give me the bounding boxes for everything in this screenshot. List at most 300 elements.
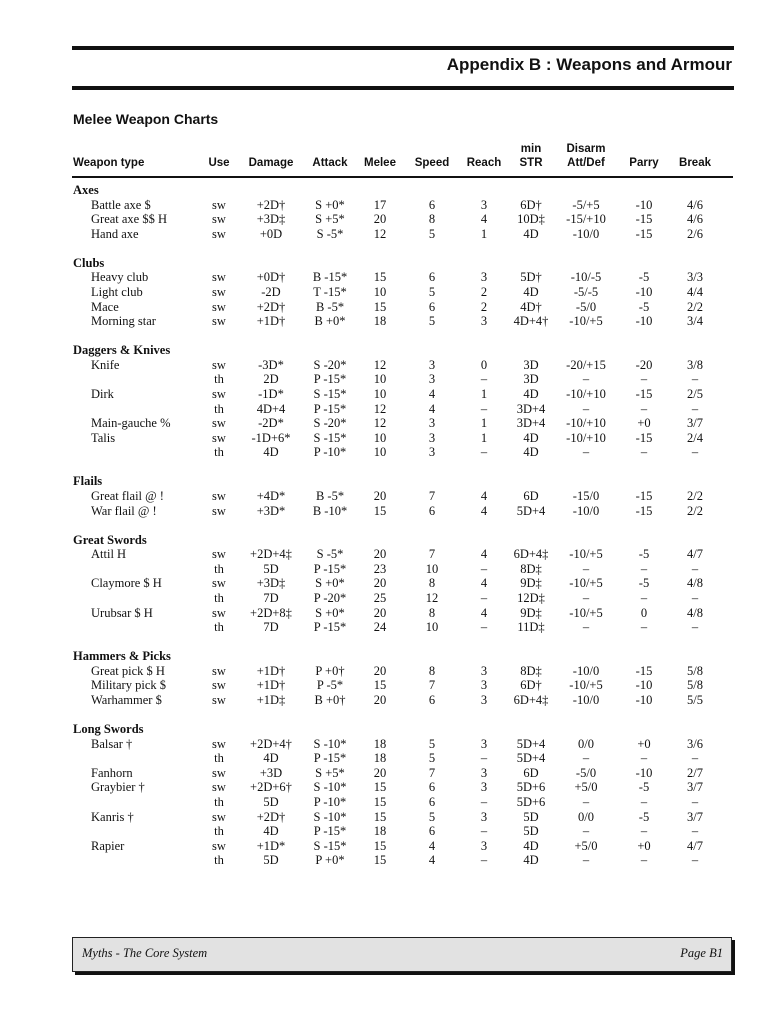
cell-break: 5/8 <box>687 678 703 693</box>
cell-melee: 18 <box>373 314 387 329</box>
cell-disarm: -10/0 <box>572 663 600 678</box>
cell-parry: -10 <box>635 678 653 693</box>
cell-min-str: 5D+4 <box>516 751 546 766</box>
cell-attack: T -15* <box>313 285 347 299</box>
cell-use: sw <box>212 314 226 329</box>
cell-attack: S -15* <box>313 387 347 401</box>
cell-melee: 18 <box>373 824 387 839</box>
cell-attack: S -20* <box>313 357 347 372</box>
cell-use: sw <box>212 387 226 401</box>
cell-melee: 20 <box>373 765 387 780</box>
cell-parry: – <box>640 853 648 868</box>
cell-min-str: 4D <box>523 387 539 401</box>
cell-disarm: -10/+5 <box>569 576 603 591</box>
cell-break: – <box>691 445 699 460</box>
cell-parry: -10 <box>635 314 653 329</box>
cell-disarm: +5/0 <box>574 838 598 853</box>
cell-use: sw <box>212 357 226 372</box>
weapon-name: Rapier <box>91 838 125 853</box>
cell-min-str: 12D‡ <box>517 591 545 605</box>
weapon-name: Great flail @ ! <box>91 489 164 503</box>
cell-melee: 23 <box>373 561 387 576</box>
cell-damage: 4D+4 <box>256 401 286 416</box>
cell-break: 2/5 <box>687 387 703 401</box>
cell-parry: -20 <box>635 357 653 372</box>
cell-damage: +2D+4‡ <box>250 547 292 562</box>
cell-reach: 1 <box>480 387 488 401</box>
cell-melee: 12 <box>373 416 387 431</box>
cell-melee: 10 <box>373 430 387 445</box>
cell-damage: -2D* <box>258 416 284 431</box>
cell-break: 5/8 <box>687 663 703 678</box>
category-heading: Axes <box>73 183 99 197</box>
weapon-name: Great axe $$ H <box>91 212 168 227</box>
cell-melee: 20 <box>373 693 387 707</box>
cell-break: 4/7 <box>687 838 703 853</box>
cell-use: sw <box>212 678 226 693</box>
cell-parry: -5 <box>638 809 650 824</box>
cell-break: 4/8 <box>687 605 703 620</box>
cell-parry: -15 <box>635 663 653 678</box>
col-header-parry: Parry <box>629 157 659 169</box>
cell-disarm: -10/0 <box>572 693 600 707</box>
cell-attack: B +0† <box>314 693 346 707</box>
cell-parry: -15 <box>635 226 653 241</box>
cell-melee: 20 <box>373 547 387 562</box>
cell-speed: 7 <box>428 489 436 503</box>
cell-melee: 10 <box>373 372 387 387</box>
cell-reach: 3 <box>480 765 488 780</box>
weapon-name: Talis <box>91 430 116 445</box>
cell-break: – <box>691 853 699 868</box>
cell-break: 2/2 <box>687 489 703 503</box>
cell-break: – <box>691 795 699 809</box>
cell-parry: – <box>640 372 648 387</box>
cell-min-str: 4D† <box>520 299 542 314</box>
cell-reach: – <box>480 795 488 809</box>
cell-use: sw <box>212 663 226 678</box>
weapon-name: Warhammer $ <box>91 693 162 707</box>
cell-damage: -3D* <box>258 357 284 372</box>
col-header-reach: Reach <box>466 157 502 169</box>
cell-reach: – <box>480 853 488 868</box>
cell-min-str: 4D <box>523 226 539 241</box>
cell-reach: – <box>480 824 488 839</box>
cell-melee: 10 <box>373 285 387 299</box>
cell-damage: +4D* <box>256 489 286 503</box>
cell-attack: S +0* <box>315 605 345 620</box>
cell-attack: P -10* <box>313 795 347 809</box>
cell-use: sw <box>212 503 226 518</box>
cell-disarm: -10/+10 <box>566 387 606 401</box>
cell-use: sw <box>212 416 226 431</box>
cell-damage: -1D+6* <box>251 430 291 445</box>
cell-speed: 3 <box>428 357 436 372</box>
cell-min-str: 5D+4 <box>516 503 546 518</box>
weapon-name: Military pick $ <box>91 678 166 693</box>
cell-disarm: -10/+5 <box>569 605 603 620</box>
cell-melee: 15 <box>373 299 387 314</box>
cell-damage: +3D <box>259 765 283 780</box>
col-header-damage: Damage <box>248 157 294 169</box>
cell-disarm: +5/0 <box>574 780 598 795</box>
cell-min-str: 3D <box>523 372 539 387</box>
weapon-name: Morning star <box>91 314 156 329</box>
cell-min-str: 11D‡ <box>517 620 545 635</box>
cell-min-str: 3D+4 <box>516 416 546 431</box>
cell-damage: +2D† <box>256 299 286 314</box>
cell-reach: 3 <box>480 663 488 678</box>
cell-use: th <box>214 853 224 868</box>
cell-damage: +2D+4† <box>250 736 292 751</box>
cell-speed: 5 <box>428 285 436 299</box>
cell-disarm: – <box>582 591 590 605</box>
cell-damage: 4D <box>263 445 279 460</box>
cell-speed: 8 <box>428 605 436 620</box>
cell-parry: – <box>640 620 648 635</box>
cell-attack: B +0* <box>314 314 346 329</box>
cell-speed: 6 <box>428 503 436 518</box>
cell-speed: 8 <box>428 576 436 591</box>
cell-min-str: 9D‡ <box>520 605 542 620</box>
cell-parry: – <box>640 561 648 576</box>
cell-disarm: – <box>582 824 590 839</box>
cell-use: th <box>214 824 224 839</box>
cell-parry: – <box>640 795 648 809</box>
weapon-name: Hand axe <box>91 226 139 241</box>
cell-damage: +2D† <box>256 197 286 212</box>
cell-attack: P -20* <box>313 591 347 605</box>
cell-use: th <box>214 372 224 387</box>
cell-speed: 7 <box>428 678 436 693</box>
cell-break: 3/8 <box>687 357 703 372</box>
cell-min-str: 8D‡ <box>520 663 542 678</box>
cell-attack: P -15* <box>313 401 347 416</box>
col-header-speed: Speed <box>414 157 450 169</box>
cell-damage: 2D <box>263 372 279 387</box>
cell-disarm: -10/-5 <box>570 270 602 285</box>
cell-attack: P +0* <box>315 853 345 868</box>
cell-min-str: 4D <box>523 445 539 460</box>
cell-melee: 12 <box>373 357 387 372</box>
cell-disarm: -10/+10 <box>566 430 606 445</box>
cell-use: sw <box>212 489 226 503</box>
cell-break: 4/6 <box>687 212 703 227</box>
weapon-name: Urubsar $ H <box>91 605 153 620</box>
cell-reach: 2 <box>480 299 488 314</box>
col-header-melee: Melee <box>364 157 396 169</box>
col-header-str: STR <box>519 157 543 169</box>
weapon-name: Dirk <box>91 387 114 401</box>
cell-parry: -15 <box>635 489 653 503</box>
cell-use: sw <box>212 197 226 212</box>
cell-melee: 20 <box>373 605 387 620</box>
cell-reach: 3 <box>480 809 488 824</box>
cell-parry: -5 <box>638 547 650 562</box>
cell-disarm: -15/+10 <box>566 212 606 227</box>
cell-speed: 6 <box>428 795 436 809</box>
cell-reach: 4 <box>480 212 488 227</box>
footer-page-number: Page B1 <box>680 946 723 960</box>
cell-parry: – <box>640 445 648 460</box>
cell-parry: -5 <box>638 270 650 285</box>
cell-min-str: 5D+4 <box>516 736 546 751</box>
cell-melee: 10 <box>373 445 387 460</box>
cell-speed: 8 <box>428 212 436 227</box>
cell-parry: -15 <box>635 212 653 227</box>
cell-melee: 15 <box>373 809 387 824</box>
weapon-name: Heavy club <box>91 270 149 285</box>
cell-melee: 20 <box>373 212 387 227</box>
cell-use: sw <box>212 547 226 562</box>
cell-use: th <box>214 795 224 809</box>
cell-min-str: 6D+4‡ <box>513 693 549 707</box>
cell-damage: -2D <box>261 285 281 299</box>
cell-break: 2/2 <box>687 503 703 518</box>
cell-disarm: – <box>582 620 590 635</box>
cell-parry: – <box>640 401 648 416</box>
col-header-use: Use <box>208 157 230 169</box>
cell-melee: 18 <box>373 751 387 766</box>
cell-parry: +0 <box>637 416 651 431</box>
cell-reach: 3 <box>480 270 488 285</box>
cell-use: sw <box>212 576 226 591</box>
cell-use: sw <box>212 736 226 751</box>
cell-speed: 4 <box>428 853 436 868</box>
cell-speed: 6 <box>428 780 436 795</box>
cell-disarm: -5/0 <box>575 765 597 780</box>
cell-melee: 20 <box>373 576 387 591</box>
cell-break: – <box>691 372 699 387</box>
cell-melee: 15 <box>373 780 387 795</box>
cell-speed: 5 <box>428 751 436 766</box>
cell-attack: S -15* <box>313 430 347 445</box>
cell-melee: 24 <box>373 620 387 635</box>
cell-break: – <box>691 751 699 766</box>
cell-use: sw <box>212 430 226 445</box>
cell-reach: 2 <box>480 285 488 299</box>
cell-break: 2/4 <box>687 430 703 445</box>
cell-disarm: – <box>582 372 590 387</box>
cell-use: th <box>214 751 224 766</box>
cell-speed: 3 <box>428 372 436 387</box>
cell-melee: 12 <box>373 226 387 241</box>
cell-break: 4/4 <box>687 285 703 299</box>
cell-attack: S -15* <box>313 838 347 853</box>
cell-speed: 10 <box>425 561 439 576</box>
cell-min-str: 5D+6 <box>516 780 546 795</box>
cell-damage: +0D <box>259 226 283 241</box>
cell-parry: – <box>640 824 648 839</box>
cell-attack: S -10* <box>313 736 347 751</box>
cell-melee: 18 <box>373 736 387 751</box>
cell-attack: B -5* <box>315 299 345 314</box>
cell-speed: 7 <box>428 765 436 780</box>
col-header-min: min <box>520 143 542 155</box>
cell-reach: 3 <box>480 314 488 329</box>
cell-damage: +3D* <box>256 503 286 518</box>
cell-parry: -10 <box>635 693 653 707</box>
cell-parry: -5 <box>638 299 650 314</box>
footer <box>72 937 732 972</box>
cell-melee: 20 <box>373 489 387 503</box>
cell-break: 2/7 <box>687 765 703 780</box>
cell-reach: 3 <box>480 780 488 795</box>
cell-damage: +3D‡ <box>256 576 286 591</box>
cell-min-str: 6D <box>523 489 539 503</box>
cell-damage: +2D+8‡ <box>250 605 292 620</box>
cell-min-str: 6D† <box>520 678 542 693</box>
cell-min-str: 5D <box>523 824 539 839</box>
weapon-name: Balsar † <box>91 736 133 751</box>
cell-reach: – <box>480 401 488 416</box>
weapon-name: Knife <box>91 357 120 372</box>
cell-speed: 6 <box>428 824 436 839</box>
cell-melee: 15 <box>373 678 387 693</box>
cell-parry: -15 <box>635 387 653 401</box>
cell-use: th <box>214 401 224 416</box>
cell-attack: P -15* <box>313 561 347 576</box>
cell-min-str: 10D‡ <box>517 212 545 227</box>
cell-min-str: 5D <box>523 809 539 824</box>
cell-disarm: -10/+5 <box>569 678 603 693</box>
cell-reach: 3 <box>480 693 488 707</box>
cell-damage: 7D <box>263 591 279 605</box>
cell-damage: +3D‡ <box>256 212 286 227</box>
cell-break: 3/3 <box>687 270 703 285</box>
cell-melee: 15 <box>373 270 387 285</box>
cell-break: 3/6 <box>687 736 703 751</box>
cell-melee: 25 <box>373 591 387 605</box>
cell-speed: 6 <box>428 299 436 314</box>
cell-min-str: 9D‡ <box>520 576 542 591</box>
cell-use: sw <box>212 226 226 241</box>
cell-attack: P -15* <box>313 824 347 839</box>
category-heading: Hammers & Picks <box>73 649 171 664</box>
cell-speed: 5 <box>428 809 436 824</box>
cell-disarm: -10/+5 <box>569 314 603 329</box>
cell-min-str: 4D+4† <box>513 314 549 329</box>
cell-disarm: – <box>582 795 590 809</box>
cell-break: 3/7 <box>687 809 703 824</box>
cell-disarm: – <box>582 561 590 576</box>
cell-disarm: -10/+10 <box>566 416 606 431</box>
cell-damage: 5D <box>263 561 279 576</box>
cell-speed: 6 <box>428 693 436 707</box>
cell-min-str: 3D <box>523 357 539 372</box>
category-heading: Flails <box>73 474 103 489</box>
cell-attack: S +5* <box>315 765 345 780</box>
cell-attack: S -20* <box>313 416 347 431</box>
cell-break: 5/5 <box>687 693 703 707</box>
cell-attack: S +0* <box>315 576 345 591</box>
cell-disarm: 0/0 <box>578 736 594 751</box>
cell-melee: 12 <box>373 401 387 416</box>
cell-damage: -1D* <box>258 387 284 401</box>
cell-melee: 15 <box>373 838 387 853</box>
cell-damage: +2D+6† <box>250 780 292 795</box>
cell-reach: – <box>480 620 488 635</box>
cell-use: th <box>214 591 224 605</box>
cell-reach: 4 <box>480 576 488 591</box>
cell-speed: 12 <box>425 591 439 605</box>
cell-use: th <box>214 561 224 576</box>
cell-reach: 4 <box>480 489 488 503</box>
cell-attack: P -15* <box>313 620 347 635</box>
cell-parry: -5 <box>638 576 650 591</box>
section-title: Melee Weapon Charts <box>73 111 219 127</box>
cell-disarm: -15/0 <box>572 489 600 503</box>
cell-reach: 1 <box>480 430 488 445</box>
cell-melee: 15 <box>373 853 387 868</box>
cell-reach: – <box>480 372 488 387</box>
cell-damage: +1D‡ <box>256 693 286 707</box>
cell-use: sw <box>212 285 226 299</box>
cell-speed: 4 <box>428 387 436 401</box>
cell-min-str: 6D <box>523 765 539 780</box>
cell-disarm: -10/0 <box>572 503 600 518</box>
cell-attack: S -10* <box>313 809 347 824</box>
cell-use: sw <box>212 765 226 780</box>
category-heading: Clubs <box>73 255 105 270</box>
cell-break: 3/7 <box>687 780 703 795</box>
category-heading: Great Swords <box>73 532 147 547</box>
cell-speed: 6 <box>428 270 436 285</box>
cell-break: 4/6 <box>687 197 703 212</box>
cell-reach: 3 <box>480 197 488 212</box>
cell-reach: – <box>480 591 488 605</box>
col-header-weapon-type: Weapon type <box>73 157 145 169</box>
cell-melee: 20 <box>373 663 387 678</box>
cell-damage: +1D† <box>256 678 286 693</box>
category-heading: Daggers & Knives <box>73 343 171 358</box>
cell-attack: S -10* <box>313 780 347 795</box>
cell-speed: 8 <box>428 663 436 678</box>
cell-damage: 4D <box>263 751 279 766</box>
cell-speed: 3 <box>428 416 436 431</box>
cell-parry: -10 <box>635 765 653 780</box>
weapon-name: Kanris † <box>91 809 134 824</box>
weapon-name: Main-gauche % <box>91 416 171 431</box>
weapon-name: Great pick $ H <box>91 663 165 678</box>
cell-disarm: -5/0 <box>575 299 597 314</box>
cell-use: sw <box>212 299 226 314</box>
cell-disarm: -5/-5 <box>573 285 599 299</box>
cell-parry: -5 <box>638 780 650 795</box>
cell-parry: – <box>640 751 648 766</box>
cell-min-str: 6D† <box>520 197 542 212</box>
cell-attack: S +0* <box>315 197 345 212</box>
cell-reach: 3 <box>480 678 488 693</box>
cell-reach: 4 <box>480 605 488 620</box>
cell-attack: B -5* <box>315 489 345 503</box>
cell-reach: 3 <box>480 736 488 751</box>
cell-speed: 3 <box>428 430 436 445</box>
cell-use: sw <box>212 809 226 824</box>
cell-damage: 5D <box>263 795 279 809</box>
weapon-name: Graybier † <box>91 780 145 795</box>
cell-use: sw <box>212 780 226 795</box>
cell-attack: P -15* <box>313 751 347 766</box>
cell-min-str: 4D <box>523 285 539 299</box>
cell-break: – <box>691 401 699 416</box>
cell-damage: 7D <box>263 620 279 635</box>
cell-reach: 4 <box>480 547 488 562</box>
cell-disarm: -10/0 <box>572 226 600 241</box>
cell-attack: P +0† <box>315 663 345 678</box>
cell-speed: 5 <box>428 736 436 751</box>
cell-reach: 3 <box>480 838 488 853</box>
